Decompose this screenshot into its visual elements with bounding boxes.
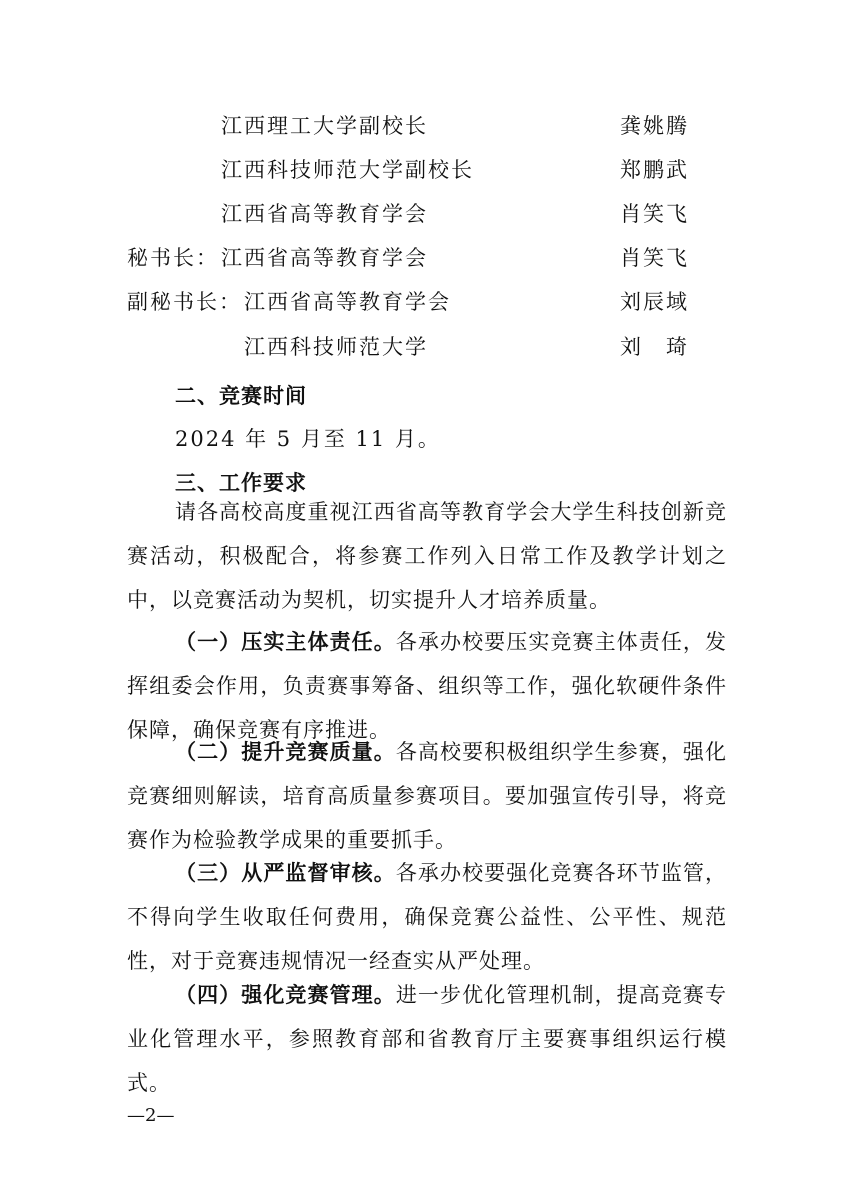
requirement-item [127,973,727,1105]
requirement-title: （一）压实主体责任。 [175,630,396,654]
requirement-title: （三）从严监督审核。 [175,861,396,885]
roster-row [0,325,849,369]
competition-time: 2024 年 5 月至 11 月。 [175,427,441,451]
requirement-item [127,730,727,862]
roster-org: 江西理工大学副校长 [221,114,428,138]
roster-org: 江西省高等教育学会 [221,202,428,226]
roster-row [0,236,849,280]
roster-org: 江西科技师范大学 [244,335,428,359]
roster-person: 肖笑飞 [620,246,689,270]
section-heading: 二、竞赛时间 [175,384,307,408]
roster-person: 龚姚腾 [620,114,689,138]
roster-org: 江西省高等教育学会 [221,246,428,270]
roster-row [0,148,849,192]
page-number: —2— [127,1105,175,1126]
requirement-body: 各高校要积极组织学生参赛，强化竞赛细则解读，培育高质量参赛项目。要加强宣传引导，将竞赛作为检验教学成果的重要抓手。 [127,740,728,852]
roster-role: 副秘书长： [127,290,242,314]
requirement-body: 各承办校要压实竞赛主体责任，发挥组委会作用，负责赛事筹备、组织等工作，强化软硬件条件保障，确保竞赛有序推进。 [127,630,728,742]
roster-row [0,192,849,236]
requirement-title: （四）强化竞赛管理。 [175,983,396,1007]
roster-role: 秘书长： [127,246,219,270]
roster-org: 江西省高等教育学会 [244,290,451,314]
intro-text: 请各高校高度重视江西省高等教育学会大学生科技创新竞赛活动，积极配合，将参赛工作列入日常工作及教学计划之中，以竞赛活动为契机，切实提升人才培养质量。 [127,500,727,612]
intro-paragraph [127,490,727,622]
roster-person: 刘辰域 [620,290,689,314]
requirement-item [127,851,727,983]
requirement-body: 各承办校要强化竞赛各环节监管，不得向学生收取任何费用，确保竞赛公益性、公平性、规范性，对于竞赛违规情况一经查实从严处理。 [127,861,728,973]
roster-row [0,104,849,148]
roster-person: 肖笑飞 [620,202,689,226]
section-heading: 三、工作要求 [175,471,307,495]
roster-person: 郑鹏武 [620,158,689,182]
requirement-body: 进一步优化管理机制，提高竞赛专业化管理水平，参照教育部和省教育厅主要赛事组织运行模式。 [127,983,728,1095]
roster-person: 刘 琦 [620,335,689,359]
requirement-title: （二）提升竞赛质量。 [175,740,396,764]
roster-row [0,280,849,324]
roster-org: 江西科技师范大学副校长 [221,158,474,182]
